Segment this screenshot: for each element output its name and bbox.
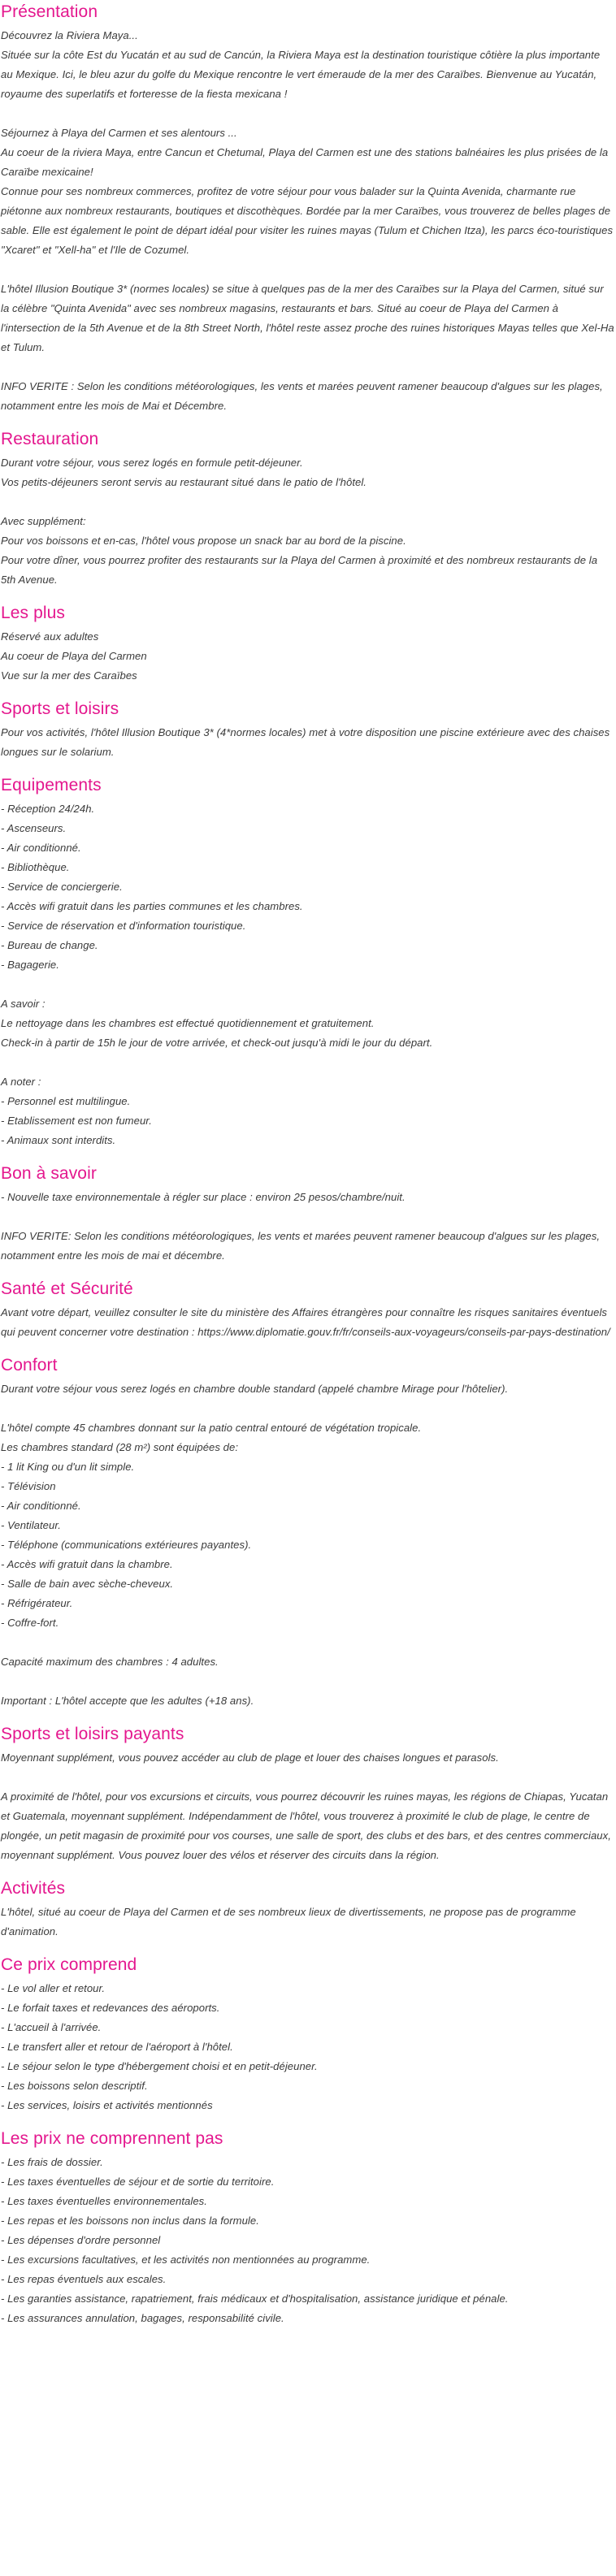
section-body-presentation: Découvrez la Riviera Maya... Située sur la côte Est du Yucatán et au sud de Cancún, la Riviera Maya est la destination touristique côtière la plus importante au Mexique. Ici, le bleu azur du golfe du Mexique rencontre le vert émeraude de la mer des Caraïbes. Bienvenue au Yucatán, royaume des superlatifs et forteresse de la fiesta mexicana ! Séjournez à Playa del Carmen et ses alentours ... Au coeur de la riviera Maya, entre Cancun et Chetumal, Playa del Carmen est une des stations balnéaires les plus prisées de la Caraïbe mexicaine! Connue pour ses nombreux commerces, profitez de votre séjour pour vous balader sur la Quinta Avenida, charmante rue piétonne aux nombreux restaurants, boutiques et discothèques. Bordée par la mer Caraïbes, vous trouverez de belles plages de sable. Elle est également le point de départ idéal pour visiter les ruines mayas (Tulum et Chichen Itza), les parcs éco-touristiques "Xcaret" et "Xell-ha" et l'Ile de Cozumel. L'hôtel Illusion Boutique 3* (normes locales) se situe à quelques pas de la mer des Caraïbes sur la Playa del Carmen, situé sur la célèbre "Quinta Avenida" avec ses nombreux magasins, restaurants et bars. Situé au coeur de Playa del Carmen à l'intersection de la 5th Avenue et de la 8th Street North, l'hôtel reste assez proche des ruines historiques Mayas telles que Xel-Ha et Tulum. INFO VERITE : Selon les conditions météorologiques, les vents et marées peuvent ramener beaucoup d'algues sur les plages, notamment entre les mois de Mai et Décembre. xyxy=(1,29,614,412)
section-activites xyxy=(0,1877,616,1942)
section-title-sports-loisirs: Sports et loisirs xyxy=(1,699,119,718)
section-sports-loisirs-payants xyxy=(0,1722,616,1865)
section-body-les-plus: Réservé aux adultes Au coeur de Playa del Carmen Vue sur la mer des Caraïbes xyxy=(1,630,147,682)
section-title-prix-comprend: Ce prix comprend xyxy=(1,1955,137,1974)
section-bon-a-savoir xyxy=(0,1162,616,1266)
section-body-restauration: Durant votre séjour, vous serez logés en formule petit-déjeuner. Vos petits-déjeuners seront servis au restaurant situé dans le patio de l'hôtel. Avec supplément: Pour vos boissons et en-cas, l'hôtel vous propose un snack bar au bord de la piscine. Pour votre dîner, vous pourrez profiter des restaurants sur la Playa del Carmen à proximité et des nombreux restaurants de la 5th Avenue. xyxy=(1,457,598,586)
section-body-prix-comprend: - Le vol aller et retour. - Le forfait taxes et redevances des aéroports. - L'accueil à l'arrivée. - Le transfert aller et retour de l'aéroport à l'hôtel. - Le séjour selon le type d'hébergement choisi et en petit-déjeuner. - Les boissons selon descriptif. - Les services, loisirs et activités mentionnés xyxy=(1,1982,318,2111)
section-body-sports-loisirs: Pour vos activités, l'hôtel Illusion Boutique 3* (4*normes locales) met à votre disposition une piscine extérieure avec des chaises longues sur le solarium. xyxy=(1,726,610,758)
section-title-prix-ne-comprennent-pas: Les prix ne comprennent pas xyxy=(1,2129,223,2148)
section-body-activites: L'hôtel, situé au coeur de Playa del Carmen et de ses nombreux lieux de divertissements, ne propose pas de programme d'animation. xyxy=(1,1906,576,1937)
section-title-sante-securite: Santé et Sécurité xyxy=(1,1279,133,1298)
section-body-sante-securite: Avant votre départ, veuillez consulter le site du ministère des Affaires étrangères pour connaître les risques sanitaires éventuels qui peuvent concerner votre destination : https://www.diplomatie.gouv.fr/fr/conseils-aux-voyageurs/conseils-par-pays-destination/ xyxy=(1,1306,610,1338)
section-title-sports-loisirs-payants: Sports et loisirs payants xyxy=(1,1725,184,1743)
section-sante-securite xyxy=(0,1277,616,1342)
section-restauration xyxy=(0,427,616,590)
section-confort xyxy=(0,1353,616,1711)
section-body-confort: Durant votre séjour vous serez logés en chambre double standard (appelé chambre Mirage pour l'hôtelier). L'hôtel compte 45 chambres donnant sur la patio central entouré de végétation tropicale. Les chambres standard (28 m²) sont équipées de: - 1 lit King ou d'un lit simple. - Télévision - Air conditionné. - Ventilateur. - Téléphone (communications extérieures payantes). - Accès wifi gratuit dans la chambre. - Salle de bain avec sèche-cheveux. - Réfrigérateur. - Coffre-fort. Capacité maximum des chambres : 4 adultes. Important : L'hôtel accepte que les adultes (+18 ans). xyxy=(1,1383,509,1707)
section-body-bon-a-savoir: - Nouvelle taxe environnementale à régler sur place : environ 25 pesos/chambre/nuit. INFO VERITE: Selon les conditions météorologiques, les vents et marées peuvent ramener beaucoup d'algues sur les plages, notamment entre les mois de mai et décembre. xyxy=(1,1191,601,1262)
section-title-restauration: Restauration xyxy=(1,430,99,448)
section-body-equipements: - Réception 24/24h. - Ascenseurs. - Air conditionné. - Bibliothèque. - Service de conciergerie. - Accès wifi gratuit dans les parties communes et les chambres. - Service de réservation et d'information touristique. - Bureau de change. - Bagagerie. A savoir : Le nettoyage dans les chambres est effectué quotidiennement et gratuitement. Check-in à partir de 15h le jour de votre arrivée, et check-out jusqu'à midi le jour du départ. A noter : - Personnel est multilingue. - Etablissement est non fumeur. - Animaux sont interdits. xyxy=(1,803,433,1146)
section-prix-comprend xyxy=(0,1953,616,2115)
section-title-les-plus: Les plus xyxy=(1,604,66,622)
section-title-activites: Activités xyxy=(1,1879,66,1898)
section-body-prix-ne-comprennent-pas: - Les frais de dossier. - Les taxes éventuelles de séjour et de sortie du territoire. - Les taxes éventuelles environnementales. - Les repas et les boissons non inclus dans la formule. - Les dépenses d'ordre personnel - Les excursions facultatives, et les activités non mentionnées au programme. - Les repas éventuels aux escales. - Les garanties assistance, rapatriement, frais médicaux et d'hospitalisation, assistance juridique et pénale. - Les assurances annulation, bagages, responsabilité civile. xyxy=(1,2156,509,2324)
section-presentation xyxy=(0,0,616,416)
section-les-plus xyxy=(0,601,616,686)
section-title-equipements: Equipements xyxy=(1,776,102,794)
section-equipements xyxy=(0,773,616,1150)
section-title-confort: Confort xyxy=(1,1356,58,1375)
section-sports-loisirs xyxy=(0,697,616,762)
section-title-presentation: Présentation xyxy=(1,2,98,21)
section-prix-ne-comprennent-pas xyxy=(0,2127,616,2328)
section-title-bon-a-savoir: Bon à savoir xyxy=(1,1164,97,1183)
section-body-sports-loisirs-payants: Moyennant supplément, vous pouvez accéder au club de plage et louer des chaises longues et parasols. A proximité de l'hôtel, pour vos excursions et circuits, vous pourrez découvrir les ruines mayas, les régions de Chiapas, Yucatan et Guatemala, moyennant supplément. Indépendamment de l'hôtel, vous trouverez à proximité le club de plage, le centre de plongée, un petit magasin de proximité pour vos courses, une salle de sport, des clubs et des bars, et des centres commerciaux, moyennant supplément. Vous pouvez louer des vélos et réserver des circuits dans la région. xyxy=(1,1751,611,1861)
